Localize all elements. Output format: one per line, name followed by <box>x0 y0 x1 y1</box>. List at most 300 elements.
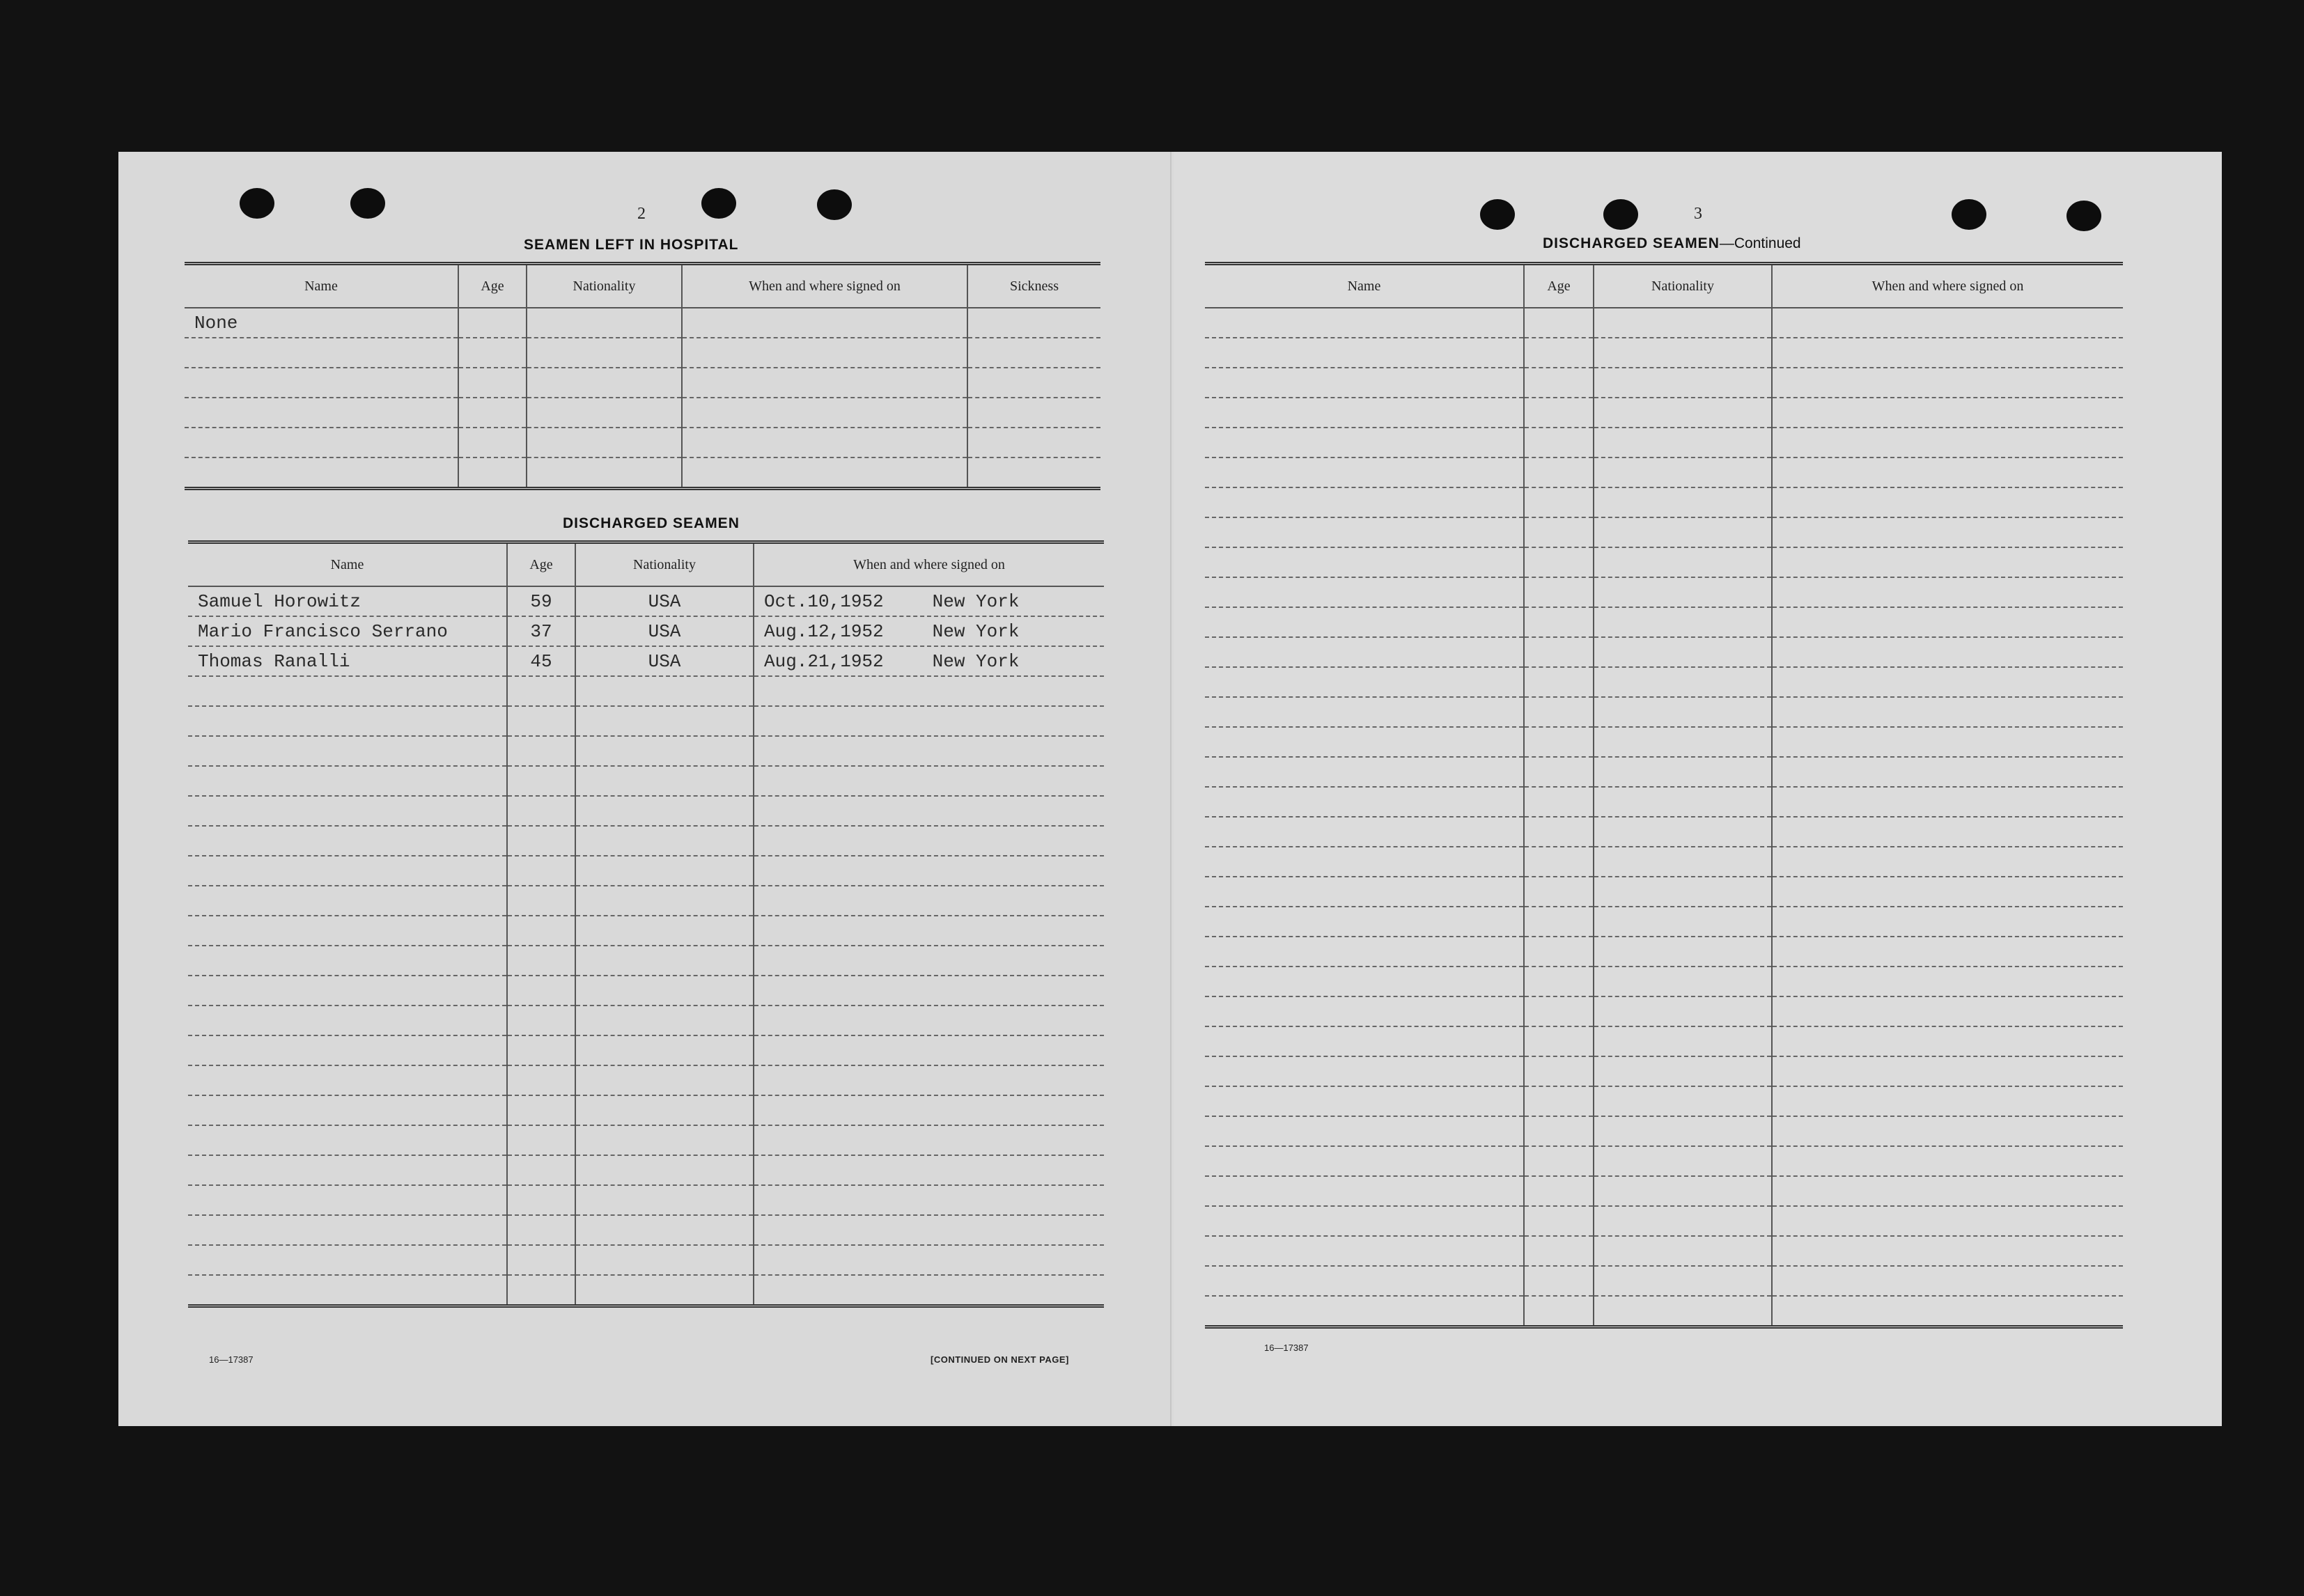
table-cell <box>575 1155 754 1185</box>
table-row <box>1205 308 2123 338</box>
table-row <box>1205 487 2123 517</box>
table-cell <box>1772 338 2123 368</box>
table-cell <box>507 1275 575 1306</box>
table-row <box>188 1006 1104 1035</box>
page-number: 3 <box>1694 205 1702 223</box>
table-row <box>1205 1116 2123 1146</box>
table-row <box>185 398 1100 428</box>
table-cell <box>185 368 458 398</box>
table-cell <box>1205 338 1524 368</box>
table-cell <box>1524 517 1594 547</box>
table-cell <box>1772 817 2123 847</box>
table-cell <box>1205 1206 1524 1236</box>
table-cell <box>1772 637 2123 667</box>
table-cell <box>185 338 458 368</box>
column-header: Name <box>1205 264 1524 308</box>
punch-hole <box>240 188 274 219</box>
table-cell <box>188 796 507 826</box>
table-cell <box>1772 517 2123 547</box>
punch-hole <box>1603 199 1638 230</box>
table-cell <box>527 428 682 457</box>
table-cell <box>754 916 1104 946</box>
page-fold <box>1170 152 1172 1426</box>
document-sheet <box>118 152 2024 1426</box>
table-cell <box>1594 1206 1772 1236</box>
table-cell <box>1594 967 1772 996</box>
table-cell <box>1594 637 1772 667</box>
table-row <box>1205 1296 2123 1327</box>
table-cell <box>1594 1176 1772 1206</box>
punch-hole <box>817 189 852 220</box>
table-cell <box>188 1155 507 1185</box>
table-cell <box>575 1006 754 1035</box>
table-cell <box>1524 1026 1594 1056</box>
table-cell <box>188 946 507 976</box>
signed-on-date: Aug.12,1952 <box>764 620 884 642</box>
table-cell <box>507 736 575 766</box>
table-cell <box>754 676 1104 706</box>
column-header: Nationality <box>575 542 754 587</box>
table-cell <box>1772 937 2123 967</box>
table-cell <box>527 398 682 428</box>
table-row <box>188 946 1104 976</box>
column-header: Name <box>188 542 507 587</box>
table-cell <box>458 457 527 489</box>
table-cell <box>1594 847 1772 877</box>
table-row <box>188 826 1104 856</box>
table-cell <box>1772 577 2123 607</box>
table-row <box>188 1155 1104 1185</box>
table-cell <box>458 338 527 368</box>
table-row <box>188 616 1104 646</box>
seaman-name: Samuel Horowitz <box>188 586 507 616</box>
table-cell <box>1772 1296 2123 1327</box>
table-row <box>188 1125 1104 1155</box>
table-cell <box>188 1245 507 1275</box>
table-cell <box>1205 308 1524 338</box>
table-cell <box>1594 368 1772 398</box>
table-cell <box>754 1245 1104 1275</box>
table-row <box>188 796 1104 826</box>
punch-hole <box>701 188 736 219</box>
continued-note: [CONTINUED ON NEXT PAGE] <box>931 1354 1069 1365</box>
table-row <box>188 886 1104 916</box>
seaman-nationality: USA <box>575 646 754 676</box>
page-number: 2 <box>637 205 646 223</box>
table-cell <box>1524 877 1594 907</box>
table-row <box>1205 368 2123 398</box>
table-row <box>188 1095 1104 1125</box>
table-cell <box>754 1155 1104 1185</box>
table-cell <box>575 736 754 766</box>
table-cell <box>1205 368 1524 398</box>
hospital-section-title: SEAMEN LEFT IN HOSPITAL <box>524 237 739 253</box>
discharged-continued-table <box>1205 262 2123 1329</box>
table-cell <box>575 1185 754 1215</box>
table-row <box>1205 457 2123 487</box>
table-cell <box>1205 1116 1524 1146</box>
table-cell: None <box>185 308 458 338</box>
table-cell <box>1205 428 1524 457</box>
table-cell <box>1772 1026 2123 1056</box>
table-cell <box>188 1035 507 1065</box>
table-cell <box>507 1065 575 1095</box>
table-cell <box>1772 667 2123 697</box>
table-cell <box>575 1215 754 1245</box>
table-cell <box>507 1006 575 1035</box>
table-row <box>188 736 1104 766</box>
punch-hole <box>1952 199 1986 230</box>
table-cell <box>1524 697 1594 727</box>
table-cell <box>1772 996 2123 1026</box>
table-cell <box>1772 787 2123 817</box>
table-cell <box>1772 967 2123 996</box>
table-cell <box>754 1185 1104 1215</box>
table-cell <box>1205 996 1524 1026</box>
table-cell <box>1205 1026 1524 1056</box>
table-cell <box>1772 1206 2123 1236</box>
table-cell <box>1594 577 1772 607</box>
table-cell <box>1524 1296 1594 1327</box>
table-cell <box>1524 1086 1594 1116</box>
table-cell <box>575 1035 754 1065</box>
table-cell <box>1594 1236 1772 1266</box>
table-row <box>188 856 1104 886</box>
table-cell <box>682 308 967 338</box>
table-cell <box>1205 787 1524 817</box>
signed-on-place: New York <box>932 620 1020 642</box>
table-cell <box>967 308 1100 338</box>
table-row <box>1205 996 2123 1026</box>
table-cell <box>1524 757 1594 787</box>
table-cell <box>754 736 1104 766</box>
table-cell <box>1772 547 2123 577</box>
table-cell <box>1205 398 1524 428</box>
table-row <box>188 1245 1104 1275</box>
table-cell <box>507 976 575 1006</box>
table-row <box>1205 1086 2123 1116</box>
table-cell <box>1524 847 1594 877</box>
table-cell <box>1772 1236 2123 1266</box>
table-row <box>1205 338 2123 368</box>
table-cell <box>1594 877 1772 907</box>
table-row <box>1205 1206 2123 1236</box>
table-cell <box>1524 607 1594 637</box>
discharged-table <box>188 540 1104 1308</box>
table-row <box>188 1035 1104 1065</box>
table-cell <box>507 886 575 916</box>
table-cell <box>754 1065 1104 1095</box>
table-cell <box>967 398 1100 428</box>
column-header: Age <box>458 264 527 308</box>
column-header: Name <box>185 264 458 308</box>
table-cell <box>1524 398 1594 428</box>
table-cell <box>458 398 527 428</box>
table-cell <box>754 706 1104 736</box>
table-cell <box>1772 1146 2123 1176</box>
table-row <box>1205 727 2123 757</box>
table-cell <box>1205 1146 1524 1176</box>
table-cell <box>1205 667 1524 697</box>
table-cell <box>507 676 575 706</box>
table-cell <box>1594 1266 1772 1296</box>
table-cell <box>507 796 575 826</box>
table-cell <box>507 1185 575 1215</box>
table-cell <box>1594 937 1772 967</box>
table-row <box>188 976 1104 1006</box>
table-cell <box>1524 577 1594 607</box>
table-cell <box>682 338 967 368</box>
signed-on-place: New York <box>932 590 1020 612</box>
table-cell <box>1205 937 1524 967</box>
table-cell <box>507 826 575 856</box>
table-cell <box>1594 907 1772 937</box>
signed-on-cell <box>754 586 1104 616</box>
table-cell <box>1524 637 1594 667</box>
table-row <box>1205 577 2123 607</box>
table-row <box>1205 967 2123 996</box>
table-cell <box>1205 607 1524 637</box>
table-cell <box>1524 428 1594 457</box>
table-row <box>1205 697 2123 727</box>
table-cell <box>754 856 1104 886</box>
table-cell <box>527 457 682 489</box>
table-row <box>1205 1056 2123 1086</box>
table-cell <box>682 398 967 428</box>
table-cell <box>185 457 458 489</box>
table-cell <box>188 856 507 886</box>
table-cell <box>458 308 527 338</box>
discharged-section-title: DISCHARGED SEAMEN <box>563 515 740 531</box>
table-cell <box>1524 547 1594 577</box>
table-cell <box>1205 847 1524 877</box>
table-cell <box>507 1245 575 1275</box>
column-header: Sickness <box>967 264 1100 308</box>
seaman-name: Thomas Ranalli <box>188 646 507 676</box>
punch-hole <box>350 188 385 219</box>
page-left <box>118 152 1174 1426</box>
table-cell <box>188 1215 507 1245</box>
table-cell <box>1205 1236 1524 1266</box>
table-row <box>185 368 1100 398</box>
table-cell <box>1772 1176 2123 1206</box>
table-row <box>188 766 1104 796</box>
table-cell <box>1524 457 1594 487</box>
table-cell <box>967 457 1100 489</box>
table-cell <box>1772 308 2123 338</box>
table-cell <box>1772 428 2123 457</box>
table-cell <box>507 1215 575 1245</box>
table-cell <box>1772 1266 2123 1296</box>
table-cell <box>1205 1296 1524 1327</box>
table-row <box>1205 1236 2123 1266</box>
table-cell <box>575 1245 754 1275</box>
table-row <box>1205 607 2123 637</box>
table-cell <box>188 736 507 766</box>
table-cell <box>1594 996 1772 1026</box>
table-cell <box>754 1215 1104 1245</box>
column-header: Nationality <box>527 264 682 308</box>
table-cell <box>1772 907 2123 937</box>
table-cell <box>527 338 682 368</box>
table-cell <box>507 946 575 976</box>
table-row <box>188 1185 1104 1215</box>
table-cell <box>754 976 1104 1006</box>
table-cell <box>754 766 1104 796</box>
table-cell <box>1524 817 1594 847</box>
table-cell <box>1205 637 1524 667</box>
table-cell <box>188 1185 507 1215</box>
table-cell <box>1772 457 2123 487</box>
table-cell <box>1772 1086 2123 1116</box>
table-cell <box>507 856 575 886</box>
table-cell <box>682 428 967 457</box>
table-cell <box>1772 1056 2123 1086</box>
table-cell <box>1205 727 1524 757</box>
table-row <box>1205 817 2123 847</box>
seaman-nationality: USA <box>575 616 754 646</box>
table-cell <box>682 368 967 398</box>
table-cell <box>754 1275 1104 1306</box>
table-row <box>1205 1176 2123 1206</box>
table-cell <box>1524 1236 1594 1266</box>
table-cell <box>575 1095 754 1125</box>
table-cell <box>507 706 575 736</box>
signed-on-place: New York <box>932 650 1020 672</box>
table-cell <box>1205 1176 1524 1206</box>
table-cell <box>1205 517 1524 547</box>
table-cell <box>188 886 507 916</box>
table-cell <box>188 826 507 856</box>
table-cell <box>185 428 458 457</box>
table-cell <box>575 916 754 946</box>
table-cell <box>1772 757 2123 787</box>
table-cell <box>1205 817 1524 847</box>
punch-hole <box>1480 199 1515 230</box>
table-cell <box>458 368 527 398</box>
table-row <box>1205 1026 2123 1056</box>
table-cell <box>1772 877 2123 907</box>
table-cell <box>1524 1146 1594 1176</box>
table-cell <box>507 1095 575 1125</box>
table-cell <box>1524 487 1594 517</box>
table-cell <box>1205 1266 1524 1296</box>
table-row <box>185 428 1100 457</box>
table-cell <box>754 1125 1104 1155</box>
seaman-age: 37 <box>507 616 575 646</box>
table-cell <box>1594 398 1772 428</box>
table-cell <box>1205 967 1524 996</box>
table-cell <box>967 338 1100 368</box>
table-cell <box>527 308 682 338</box>
seaman-age: 59 <box>507 586 575 616</box>
form-number: 16—17387 <box>1264 1343 1309 1353</box>
table-cell <box>575 1065 754 1095</box>
table-row <box>1205 907 2123 937</box>
table-cell <box>188 676 507 706</box>
table-row <box>1205 667 2123 697</box>
table-cell <box>754 796 1104 826</box>
table-cell <box>1524 308 1594 338</box>
column-header: Age <box>507 542 575 587</box>
table-row <box>1205 787 2123 817</box>
table-cell <box>1594 517 1772 547</box>
table-cell <box>575 946 754 976</box>
table-cell <box>1772 1116 2123 1146</box>
column-header: When and where signed on <box>682 264 967 308</box>
table-cell <box>1205 877 1524 907</box>
table-row <box>188 916 1104 946</box>
table-cell <box>575 676 754 706</box>
table-row <box>1205 398 2123 428</box>
table-cell <box>967 428 1100 457</box>
table-cell <box>1205 577 1524 607</box>
table-cell <box>1524 967 1594 996</box>
table-cell <box>1594 1116 1772 1146</box>
table-cell <box>1594 1026 1772 1056</box>
table-cell <box>1524 1206 1594 1236</box>
discharged-continued-title <box>1543 235 1801 252</box>
table-row <box>1205 1266 2123 1296</box>
table-cell <box>1594 757 1772 787</box>
table-cell <box>754 886 1104 916</box>
table-cell <box>507 1035 575 1065</box>
table-cell <box>754 1035 1104 1065</box>
table-cell <box>507 1125 575 1155</box>
table-cell <box>1205 757 1524 787</box>
table-cell <box>1524 1176 1594 1206</box>
table-cell <box>1594 727 1772 757</box>
table-cell <box>1772 607 2123 637</box>
table-row <box>188 1275 1104 1306</box>
table-cell <box>1205 1056 1524 1086</box>
seaman-age: 45 <box>507 646 575 676</box>
signed-on-date: Oct.10,1952 <box>764 590 884 612</box>
table-cell <box>1594 308 1772 338</box>
table-row <box>188 586 1104 616</box>
column-header: Age <box>1524 264 1594 308</box>
table-cell <box>458 428 527 457</box>
table-cell <box>1524 368 1594 398</box>
table-cell <box>188 1095 507 1125</box>
table-cell <box>1594 607 1772 637</box>
table-cell <box>1594 1146 1772 1176</box>
table-cell <box>754 1006 1104 1035</box>
table-cell <box>575 796 754 826</box>
table-cell <box>967 368 1100 398</box>
table-row <box>185 338 1100 368</box>
table-row <box>1205 757 2123 787</box>
table-cell <box>1524 1116 1594 1146</box>
table-row <box>188 706 1104 736</box>
table-row <box>1205 937 2123 967</box>
table-row <box>185 308 1100 338</box>
table-cell <box>1205 457 1524 487</box>
table-row <box>1205 637 2123 667</box>
table-cell <box>575 886 754 916</box>
table-cell <box>1772 368 2123 398</box>
table-cell <box>575 1125 754 1155</box>
table-cell <box>1594 787 1772 817</box>
table-cell <box>507 916 575 946</box>
table-cell <box>575 856 754 886</box>
table-cell <box>1594 697 1772 727</box>
title-suffix: —Continued <box>1719 235 1801 251</box>
table-cell <box>1772 847 2123 877</box>
table-cell <box>575 976 754 1006</box>
table-cell <box>1205 907 1524 937</box>
table-cell <box>1594 667 1772 697</box>
